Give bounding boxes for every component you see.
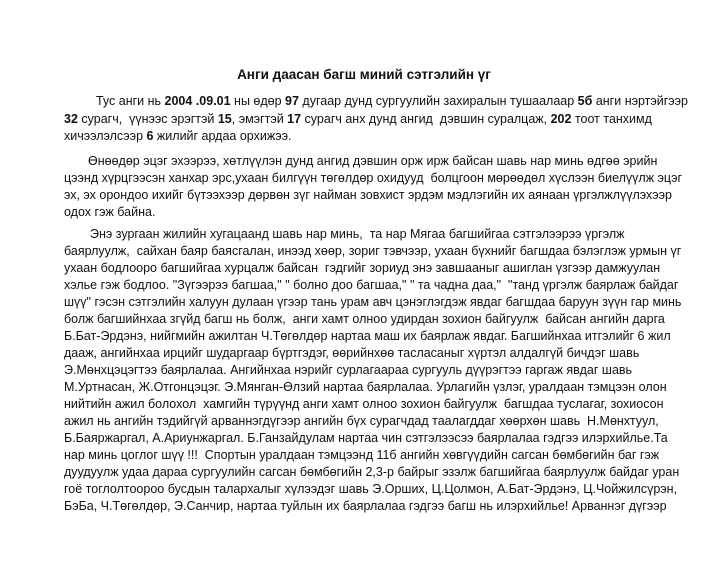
boys-count: 15 bbox=[217, 112, 232, 126]
paragraph-3-line-10: М.Уртнасан, Ж.Отгонцэцэг. Э.Мянган-Өлзий нартаа баярлалаа. Урлагийн үзлэг, уралдаан тэмцээн олон bbox=[64, 380, 667, 394]
paragraph-1-line-1 bbox=[96, 93, 688, 110]
paragraph-3-line-15: дуудуулж удаа дараа сургуулийн сагсан бөмбөгийн 2,3-р байрыг эзэлж багшийгаа баярлуулж байдаг уран bbox=[64, 465, 680, 479]
class-name: 5б bbox=[577, 94, 593, 108]
text-run: сурагч анх дунд ангид дэвшин суралцаж, bbox=[301, 112, 551, 126]
paragraph-1-line-3 bbox=[64, 128, 291, 145]
school-number: 97 bbox=[285, 94, 299, 108]
paragraph-3-line-13: Б.Баяржаргал, А.Ариунжаргал. Б.Ганзайдулам нартаа чин сэтгэлээсээ баярлалаа гэдгээ илэрхийлье.Та bbox=[64, 431, 668, 445]
text-run: тоот танхимд bbox=[571, 112, 652, 126]
document-title: Анги даасан багш миний сэтгэлийн үг bbox=[237, 67, 491, 82]
student-count: 32 bbox=[64, 112, 78, 126]
paragraph-3-line-11: нийтийн ажил болохол хамгийн түрүүнд анги хамт олноо зохион байгуулж багшдаа туслагаг, зохиосон bbox=[64, 397, 664, 411]
text-run: анги нэртэйгээр bbox=[592, 94, 689, 108]
paragraph-2-line-1: Өнөөдөр эцэг эхээрээ, хөтлүүлэн дунд ангид дэвшин орж ирж байсан шавь нар минь өдгөө эрийн bbox=[88, 154, 658, 168]
paragraph-3-line-17: БэБа, Ч.Төгөлдөр, Э.Санчир, нартаа туйлын их баярлалаа гэдгээ багш нь илэрхийлье! Арваннэг дүгээр bbox=[64, 499, 667, 513]
girls-count: 17 bbox=[287, 112, 302, 126]
paragraph-3-line-14: нар минь цоглог шүү !!! Спортын уралдаан тэмцээнд 11б ангийн хөвгүүдийн сагсан бөмбөгийн баг гэж bbox=[64, 448, 660, 462]
founding-date: 2004 .09.01 bbox=[164, 94, 231, 108]
room-number: 202 bbox=[550, 112, 572, 126]
paragraph-2-line-3: эх, эх орондоо ихийг бүтээхээр дөрвөн зүг найман зовхист эрдэм мэдлэгийн их аянаан үргэлжлүүлэхээр bbox=[64, 188, 672, 202]
text-run: , эмэгтэй bbox=[231, 112, 288, 126]
text-run: дугаар дунд сургуулийн захиралын тушаалаар bbox=[298, 94, 578, 108]
paragraph-3-line-8: дааж, ангийнхаа ирцийг шударгаар бүртгэдэг, өөрийнхөө тасласаныг хүртэл алдалгүй бичдэг шавь bbox=[64, 346, 640, 360]
paragraph-3-line-16: гоё тоглолтоороо бусдын талархалыг хүлээдэг шавь Э.Орших, Ц.Цолмон, А.Бат-Эрдэнэ, Ц.Чойжилсүрэн, bbox=[64, 482, 678, 496]
text-run: хичээлэлсээр bbox=[64, 129, 147, 143]
paragraph-3-line-9: Э.Мөнхцэцэгтээ баярлалаа. Ангийнхаа нэрийг сурлагаараа сургууль дүүрэгтээ гаргаж явдаг шавь bbox=[64, 363, 633, 377]
text-run: сурагч, үүнээс эрэгтэй bbox=[77, 112, 218, 126]
text-run: жилийг ардаа орхижээ. bbox=[153, 129, 292, 143]
years-count: 6 bbox=[146, 129, 154, 143]
paragraph-3-line-4: хэлье гэж бодлоо. "Зүгээрээ багшаа," " болно доо багшаа," " та чадна даа," "танд үргэлж баярлаж байдаг bbox=[64, 278, 679, 292]
paragraph-3-line-5: шүү" гэсэн сэтгэлийн халуун дулаан үгээр тань урам авч цэнэглэгдэж явдаг багшдаа баруун зүүн гар минь bbox=[64, 295, 682, 309]
paragraph-3-line-7: Б.Бат-Эрдэнэ, нийгмийн ажилтан Ч.Төгөлдөр нартаа маш их баярлаж явдаг. Багшийнхаа итгэлийг 6 жил bbox=[64, 329, 671, 343]
paragraph-1-line-2 bbox=[64, 111, 652, 128]
paragraph-3-line-3: ухаан бодлооро багшийгаа хурцалж байсан гэдгийг зориуд энэ завшааныг ашиглан үзгээр дамжуулан bbox=[64, 261, 661, 275]
paragraph-3-line-2: баярлуулж, сайхан баяр баясгалан, инээд хөөр, зориг тэвчээр, ухаан бүхнийг багшдаа бэлэглэж урмын үг bbox=[64, 244, 682, 258]
paragraph-3-line-6: болж багшийнхаа згүйд багш нь болж, анги хамт олноо удирдан зохион байгуулж байсан ангийн дарга bbox=[64, 312, 665, 326]
paragraph-2-line-4: одох гэж байна. bbox=[64, 205, 156, 219]
paragraph-3-line-1: Энэ зургаан жилийн хугацаанд шавь нар минь, та нар Мягаа багшийгаа сэтгэлээрээ үргэлж bbox=[90, 227, 625, 241]
paragraph-2-line-2: цээнд хүрцгээсэн ханхар эрс,ухаан билгүүн төгөлдөр охидууд болцгоон мөрөөдөл хүслээн биелүүлж эцэг bbox=[64, 171, 683, 185]
text-run: Тус анги нь bbox=[96, 94, 165, 108]
text-run: ны өдөр bbox=[230, 94, 286, 108]
paragraph-3-line-12: ажил нь ангийн тэдийгүй арваннэгдүгээр ангийн бүх сурагчдад таалагддаг хөөрхөн шавь Н.Мөнхтуул, bbox=[64, 414, 659, 428]
